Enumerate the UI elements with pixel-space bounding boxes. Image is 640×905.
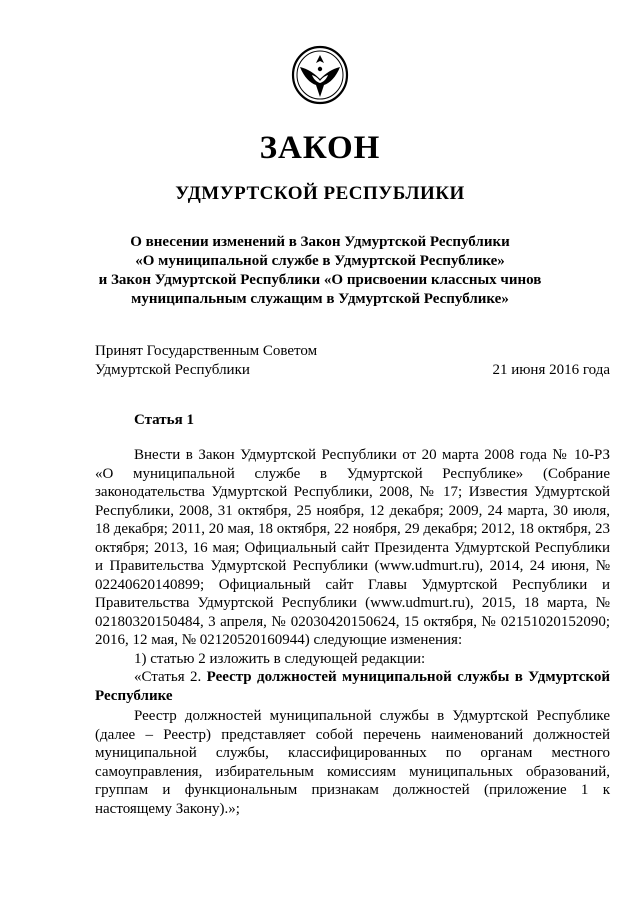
udmurt-republic-emblem-icon (290, 45, 350, 105)
law-title-line: О внесении изменений в Закон Удмуртской Республики (130, 234, 510, 250)
article-body-continued (95, 707, 610, 818)
quoted-article-heading (95, 668, 610, 705)
adoption-line: Удмуртской Республики (95, 362, 250, 378)
law-title (60, 233, 580, 309)
quote-heading: Реестр должностей муниципальной службы в Удмуртской Республике (95, 669, 610, 704)
article-paragraph: Внести в Закон Удмуртской Республики от 20 марта 2008 года № 10-РЗ «О муниципальной службе в Удмуртской Республике» (Собрание законодательства Удмуртской Республики, 2008, № 17; Известия Удмуртской Республики, 2008, 31 октября, 25 ноября, 12 декабря; 2009, 24 марта, 30 июля, 18 декабря; 2011, 20 мая, 18 октября, 22 ноября, 29 декабря; 2012, 18 октября, 23 октября; 2013, 16 мая; Официальный сайт Президента Удмуртской Республики и Правительства Удмуртской Республики (www.udmurt.ru), 2014, 24 июня, № 02240620140899; Официальный сайт Главы Удмуртской Республики и Правительства Удмуртской Республики (www.udmurt.ru), 2015, 18 марта, № 02180320150484, 3 апреля, № 02030420150624, 15 октября, № 02151020152090; 2016, 12 мая, № 02120520160944) следующие изменения: (95, 447, 610, 648)
law-title-line: и Закон Удмуртской Республики «О присвоении классных чинов (98, 272, 542, 288)
law-title-line: «О муниципальной службе в Удмуртской Республике» (135, 253, 505, 269)
article-heading: Статья 1 (134, 412, 194, 428)
page-subtitle: УДМУРТСКОЙ РЕСПУБЛИКИ (175, 183, 465, 204)
adoption-date: 21 июня 2016 года (492, 362, 610, 378)
law-title-line: муниципальным служащим в Удмуртской Республике» (131, 291, 509, 307)
amendment-item: 1) статью 2 изложить в следующей редакции: (134, 650, 426, 667)
quote-prefix: «Статья 2. (134, 669, 207, 685)
article-paragraph: Реестр должностей муниципальной службы в Удмуртской Республике (далее – Реестр) представляет собой перечень наименований должностей муниципальной службы, классифицированных по органам местного самоуправления, избирательным комиссиям муниципальных образований, группам и функциональным признакам должностей (приложение 1 к настоящему Закону).»; (95, 708, 610, 817)
adoption-info (95, 342, 317, 380)
page-title: ЗАКОН (259, 130, 381, 166)
adoption-line: Принят Государственным Советом (95, 343, 318, 359)
article-body (95, 446, 610, 705)
